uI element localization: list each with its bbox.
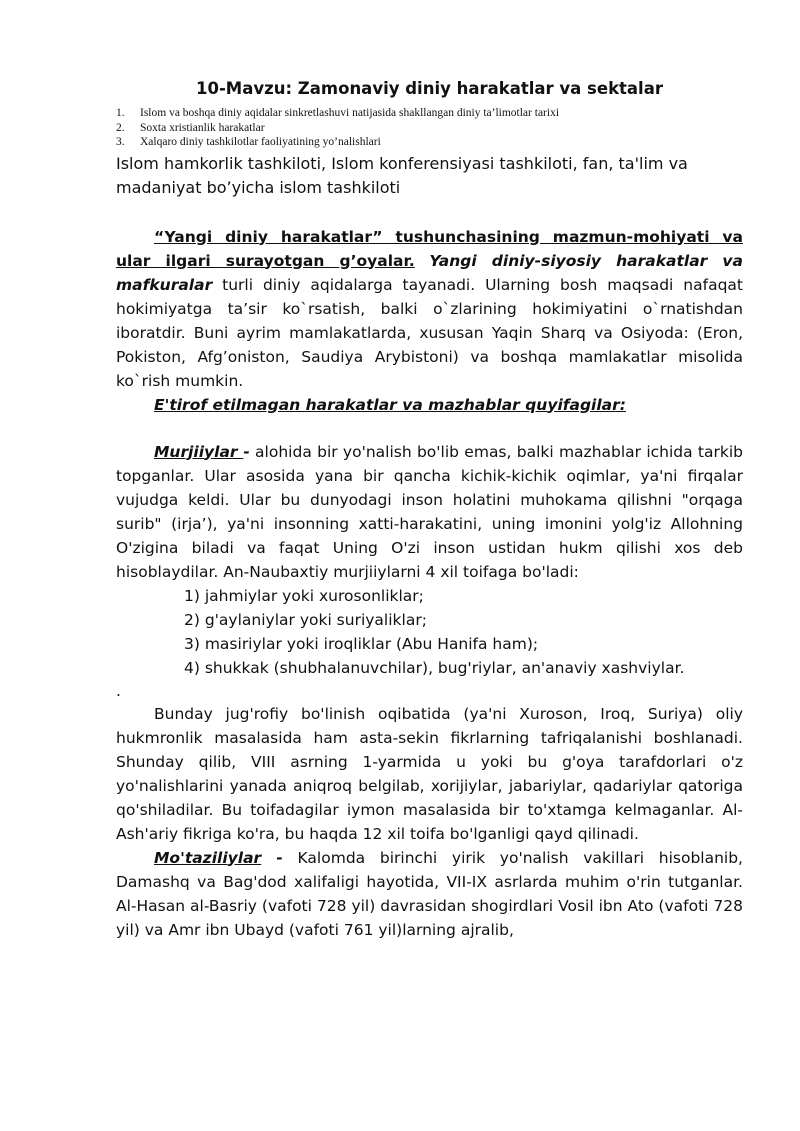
list-item: 3) masiriylar yoki iroqliklar (Abu Hanifa ham);: [184, 634, 539, 653]
spacer: [116, 417, 743, 440]
outline-item: [116, 106, 743, 121]
paragraph-geographic-division: Bunday jug'rofiy bo'linish oqibatida (ya'ni Xuroson, Iroq, Suriya) oliy hukmronlik masalasida ham asta-sekin fikrlarning tafriqalanishi boshlanadi. Shunday qilib, VIII asrning 1-yarmida u yoki bu g'oya tarafdorlari o'z yo'nalishlarini yanada aniqroq belgilab, xorijiylar, jabariylar, qadariylar qatoriga qo'shiladilar. Bu toifadagilar iymon masalasida bir to'xtamga kelmaganlar. Al-Ash'ariy fikriga ko'ra, bu haqda 12 xil toifa bo'lganligi qayd qilinadi.: [116, 704, 743, 843]
outline-text: Xalqaro diniy tashkilotlar faoliyatining yo’nalishlari: [140, 136, 381, 148]
outline-number: 2.: [116, 121, 125, 134]
paragraph-motaziliylar: [116, 846, 743, 942]
outline-number: 1.: [116, 107, 125, 119]
lead-paragraph: Islom hamkorlik tashkiloti, Islom konferensiyasi tashkiloti, fan, ta'lim va madaniyat bo’yicha islom tashkiloti: [116, 153, 688, 197]
term-dash: -: [261, 848, 283, 867]
emphasis-text: Yangi diniy-siyosiy harakatlar va mafkuralar: [116, 251, 743, 294]
outline-item: [116, 121, 743, 136]
term-murjiiylar: Murjiiylar: [154, 442, 244, 461]
stray-dot: .: [116, 681, 121, 700]
subheading-text: E'tirof etilmagan harakatlar va mazhablar quyifagilar:: [154, 395, 626, 414]
spacer: [116, 200, 743, 225]
outline-text: Islom va boshqa diniy aqidalar sinkretlashuvi natijasida shakllangan diniy ta’limotlar tarixi: [140, 107, 560, 119]
paragraph-new-religious-movements: [116, 225, 743, 393]
paragraph-text: alohida bir yo'nalish bo'lib emas, balki mazhablar ichida tarkib topganlar. Ular asosida yana bir qancha kichik-kichik oqimlar, ya'ni firqalar vujudga keldi. Ular bu dunyodagi inson holatini muhokama qilishni "orqaga surib" (irja’), ya'ni insonning xatti-harakatini, uning imonini yolg'iz Allohning O'zigina biladi va faqat Uning O'zi inson ustidan hukm qilishi xos deb hisoblaydilar. An-Naubaxtiy murjiiylarni 4 xil toifaga bo'ladi:: [116, 442, 743, 581]
outline-number: 3.: [116, 136, 125, 148]
outline-text: Soxta xristianlik harakatlar: [140, 121, 265, 134]
topic-outline: [116, 106, 743, 150]
paragraph-murjiiylar: [116, 440, 743, 584]
list-item: 4) shukkak (shubhalanuvchilar), bug'riylar, an'anaviy xashviylar.: [184, 658, 685, 677]
term-motaziliylar: Mo'taziliylar: [154, 848, 262, 867]
section-heading: “Yangi diniy harakatlar” tushunchasining mazmun-mohiyati va ular ilgari surayotgan g’oyalar.: [116, 227, 743, 270]
subheading: [116, 393, 743, 417]
list-item: 2) g'aylaniylar yoki suriyaliklar;: [184, 610, 427, 629]
category-list: [116, 584, 743, 680]
paragraph-text: Kalomda birinchi yirik yo'nalish vakillari hisoblanib, Damashq va Bag'dod xalifaligi hayotida, VII-IX asrlarda muhim o'rin tutganlar. Al-Hasan al-Basriy (vafoti 728 yil) davrasidan shogirdlari Vosil ibn Ato (vafoti 728 yil) va Amr ibn Ubayd (vafoti 761 yil)larning ajralib,: [116, 848, 743, 939]
list-item: 1) jahmiylar yoki xurosonliklar;: [184, 586, 424, 605]
outline-item: [116, 135, 743, 150]
paragraph-text: turli diniy aqidalarga tayanadi. Ularning bosh maqsadi nafaqat hokimiyatga ta’sir ko`rsatish, balki o`zlarining hokimiyatini o`rnatishdan iboratdir. Buni ayrim mamlakatlarda, xususan Yaqin Sharq va Osiyoda: (Eron, Pokiston, Afg’oniston, Saudiya Arybistoni) va boshqa mamlakatlar misolida ko`rish mumkin.: [116, 275, 743, 390]
term-dash: -: [243, 442, 250, 461]
page-title: 10-Mavzu: Zamonaviy diniy harakatlar va sektalar: [196, 79, 663, 98]
